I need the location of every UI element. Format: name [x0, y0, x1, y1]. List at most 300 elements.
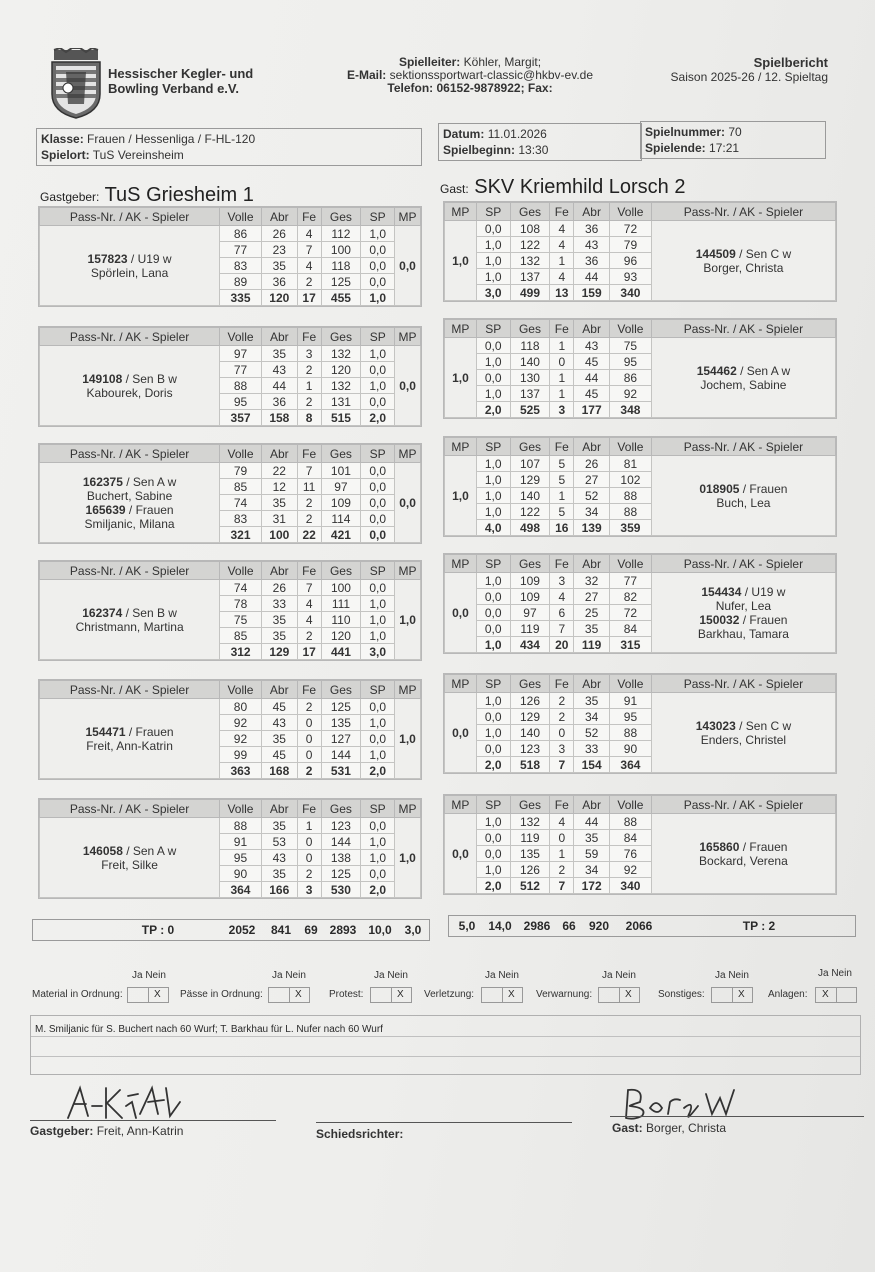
player-pass-nr: 154434	[701, 584, 742, 599]
score-cell: 1,0	[476, 472, 510, 488]
total-cell: 2,0	[476, 402, 510, 418]
score-cell: 53	[261, 834, 297, 850]
total-cell: 335	[220, 290, 262, 306]
column-header: Volle	[610, 203, 652, 221]
check-box[interactable]	[370, 987, 412, 1003]
home-player-cell	[40, 699, 220, 779]
score-cell: 1,0	[476, 488, 510, 504]
datum-label: Datum:	[443, 127, 485, 141]
column-header: Fe	[297, 562, 321, 580]
column-header: Abr	[574, 555, 610, 573]
check-label: Sonstiges:	[658, 989, 705, 1000]
score-cell: 59	[574, 846, 610, 862]
remarks-text: M. Smiljanic für S. Buchert nach 60 Wurf; T. Barkhau für L. Nufer nach 60 Wurf	[35, 1024, 383, 1035]
total-cell: 1,0	[361, 290, 395, 306]
total-cell: 3	[550, 402, 574, 418]
spielnummer-value: 70	[728, 125, 742, 139]
federation-name-line1: Hessischer Kegler- und	[108, 66, 254, 81]
score-cell: 0	[297, 715, 321, 731]
column-header: Volle	[610, 675, 652, 693]
total-cell: 531	[321, 763, 361, 779]
score-cell: 0,0	[476, 221, 510, 237]
score-cell: 5	[550, 472, 574, 488]
away-game-table	[444, 437, 836, 536]
away-mp-cell: 1,0	[445, 456, 477, 536]
column-header: MP	[395, 445, 421, 463]
player-name: Jochem, Sabine	[700, 377, 787, 392]
score-cell: 4	[550, 814, 574, 830]
player-age-class: / Sen B w	[122, 605, 177, 620]
throw-row	[445, 573, 836, 589]
score-cell: 132	[321, 346, 361, 362]
score-cell: 92	[610, 862, 652, 878]
column-header: MP	[395, 208, 421, 226]
score-cell: 74	[220, 580, 262, 596]
score-cell: 110	[321, 612, 361, 628]
player-pass-nr: 146058	[82, 843, 123, 858]
score-cell: 131	[321, 394, 361, 410]
score-cell: 1,0	[476, 237, 510, 253]
player-pass-line	[40, 725, 219, 739]
score-cell: 35	[574, 830, 610, 846]
score-cell: 137	[510, 386, 550, 402]
check-nein-mark: X	[625, 989, 632, 1000]
player-age-class: / Sen A w	[736, 363, 791, 378]
total-cell: 2,0	[361, 882, 395, 898]
home-player-cell	[40, 580, 220, 660]
score-cell: 127	[321, 731, 361, 747]
column-header: Abr	[261, 445, 297, 463]
score-cell: 0	[297, 850, 321, 866]
score-cell: 0,0	[361, 394, 395, 410]
column-header: Volle	[220, 681, 262, 699]
away-total-fe: 66	[562, 919, 576, 933]
total-cell: 340	[610, 285, 652, 301]
score-cell: 76	[610, 846, 652, 862]
player-age-class: / Sen C w	[735, 246, 792, 261]
away-player-cell	[651, 456, 835, 536]
score-cell: 0,0	[476, 370, 510, 386]
ja-nein-heading: Ja Nein	[602, 970, 636, 981]
score-cell: 97	[220, 346, 262, 362]
total-cell: 2,0	[361, 410, 395, 426]
score-cell: 1,0	[476, 269, 510, 285]
score-cell: 27	[574, 589, 610, 605]
column-header: Fe	[550, 555, 574, 573]
column-header: Fe	[550, 203, 574, 221]
away-total-sp: 14,0	[488, 919, 512, 933]
score-cell: 1,0	[361, 346, 395, 362]
home-total-mp: 3,0	[404, 923, 422, 937]
column-header: Volle	[610, 796, 652, 814]
score-cell: 52	[574, 725, 610, 741]
score-cell: 43	[574, 338, 610, 354]
spielnummer-box	[640, 121, 826, 159]
score-cell: 26	[261, 580, 297, 596]
player-pass-line	[652, 364, 835, 378]
score-cell: 120	[321, 362, 361, 378]
check-box[interactable]	[598, 987, 640, 1003]
player-pass-line	[40, 372, 219, 386]
column-header: SP	[361, 208, 395, 226]
score-cell: 0,0	[476, 589, 510, 605]
column-header: Pass-Nr. / AK - Spieler	[651, 675, 835, 693]
away-game-block	[443, 794, 837, 895]
away-game-block	[443, 201, 837, 302]
spielleiter-value: Köhler, Margit;	[463, 55, 542, 69]
score-cell: 35	[261, 612, 297, 628]
ja-nein-heading: Ja Nein	[272, 970, 306, 981]
home-game-table	[39, 799, 421, 898]
home-totals-row	[32, 919, 430, 941]
score-cell: 2	[550, 709, 574, 725]
score-cell: 36	[574, 221, 610, 237]
column-header: Pass-Nr. / AK - Spieler	[651, 796, 835, 814]
score-cell: 119	[510, 621, 550, 637]
score-cell: 77	[610, 573, 652, 589]
player-name: Barkhau, Tamara	[697, 626, 789, 641]
throw-row	[445, 456, 836, 472]
column-header: Pass-Nr. / AK - Spieler	[40, 328, 220, 346]
player-pass-nr: 165860	[699, 839, 740, 854]
score-cell: 72	[610, 605, 652, 621]
score-cell: 35	[574, 693, 610, 709]
score-cell: 101	[321, 463, 361, 479]
score-cell: 0,0	[361, 479, 395, 495]
header-row	[40, 681, 421, 699]
score-cell: 4	[297, 596, 321, 612]
score-cell: 95	[610, 709, 652, 725]
column-header: SP	[361, 328, 395, 346]
score-cell: 119	[510, 830, 550, 846]
score-cell: 1,0	[361, 834, 395, 850]
score-cell: 0,0	[476, 846, 510, 862]
telefon-label: Telefon:	[387, 81, 434, 95]
check-box[interactable]	[711, 987, 753, 1003]
check-divider	[502, 988, 503, 1002]
player-name: Christmann, Martina	[75, 619, 184, 634]
check-box[interactable]	[481, 987, 523, 1003]
player-pass-line	[40, 503, 219, 517]
total-cell: 172	[574, 878, 610, 894]
score-cell: 1	[550, 338, 574, 354]
score-cell: 100	[321, 242, 361, 258]
column-header: SP	[476, 320, 510, 338]
score-cell: 111	[321, 596, 361, 612]
score-cell: 1,0	[361, 226, 395, 242]
column-header: Abr	[574, 796, 610, 814]
datum-box	[438, 123, 642, 161]
away-totals-row	[448, 915, 856, 937]
score-cell: 27	[574, 472, 610, 488]
player-age-class: / Sen B w	[122, 371, 177, 386]
player-name: Buchert, Sabine	[86, 488, 173, 503]
column-header: SP	[476, 675, 510, 693]
score-cell: 11	[297, 479, 321, 495]
score-cell: 89	[220, 274, 262, 290]
column-header: Abr	[574, 438, 610, 456]
check-nein-mark: X	[295, 989, 302, 1000]
score-cell: 1,0	[361, 715, 395, 731]
total-cell: 348	[610, 402, 652, 418]
score-cell: 1	[550, 488, 574, 504]
score-cell: 140	[510, 725, 550, 741]
player-pass-nr: 154462	[696, 363, 737, 378]
federation-name	[108, 66, 253, 96]
column-header: Ges	[510, 320, 550, 338]
score-cell: 0	[297, 747, 321, 763]
score-cell: 82	[610, 589, 652, 605]
score-cell: 96	[610, 253, 652, 269]
check-box[interactable]	[815, 987, 857, 1003]
score-cell: 97	[321, 479, 361, 495]
score-cell: 1,0	[476, 862, 510, 878]
check-divider	[619, 988, 620, 1002]
score-cell: 93	[610, 269, 652, 285]
away-team-name: SKV Kriemhild Lorsch 2	[474, 176, 686, 198]
score-cell: 118	[510, 338, 550, 354]
player-name: Spörlein, Lana	[90, 265, 169, 280]
column-header: Abr	[574, 675, 610, 693]
total-cell: 525	[510, 402, 550, 418]
column-header: Abr	[574, 203, 610, 221]
throw-row	[40, 346, 421, 362]
player-pass-nr: 144509	[695, 246, 736, 261]
score-cell: 1	[297, 378, 321, 394]
column-header: Fe	[297, 328, 321, 346]
total-cell: 16	[550, 520, 574, 536]
home-game-table	[39, 561, 421, 660]
player-age-class: / Frauen	[739, 612, 788, 627]
total-cell: 20	[550, 637, 574, 653]
score-cell: 44	[574, 370, 610, 386]
score-cell: 0,0	[361, 463, 395, 479]
column-header: Pass-Nr. / AK - Spieler	[651, 438, 835, 456]
season-label: Saison 2025-26 / 12. Spieltag	[670, 70, 828, 84]
check-box[interactable]	[127, 987, 169, 1003]
score-cell: 4	[297, 226, 321, 242]
score-cell: 84	[610, 830, 652, 846]
player-pass-line	[652, 585, 835, 599]
total-cell: 321	[220, 527, 262, 543]
score-cell: 95	[220, 394, 262, 410]
score-cell: 72	[610, 221, 652, 237]
klasse-value: Frauen / Hessenliga / F-HL-120	[87, 132, 256, 146]
check-box[interactable]	[268, 987, 310, 1003]
score-cell: 32	[574, 573, 610, 589]
check-divider	[391, 988, 392, 1002]
column-header: Volle	[610, 555, 652, 573]
referee-signature-label: Schiedsrichter:	[316, 1127, 404, 1141]
score-cell: 26	[574, 456, 610, 472]
total-cell: 357	[220, 410, 262, 426]
total-cell: 1,0	[476, 637, 510, 653]
score-cell: 7	[297, 580, 321, 596]
away-mp-cell: 1,0	[445, 221, 477, 301]
check-divider	[836, 988, 837, 1002]
player-pass-nr: 165639	[85, 502, 126, 517]
score-cell: 35	[261, 866, 297, 882]
score-cell: 35	[261, 628, 297, 644]
spielende-value: 17:21	[709, 141, 740, 155]
player-pass-nr: 162375	[82, 474, 123, 489]
score-cell: 0,0	[476, 741, 510, 757]
column-header: SP	[476, 555, 510, 573]
score-cell: 1,0	[361, 850, 395, 866]
score-cell: 36	[261, 274, 297, 290]
ja-nein-heading: Ja Nein	[818, 968, 852, 979]
score-cell: 45	[261, 699, 297, 715]
column-header: MP	[445, 438, 477, 456]
score-cell: 86	[610, 370, 652, 386]
player-pass-nr: 154471	[85, 724, 126, 739]
header-row	[445, 796, 836, 814]
header-row	[40, 445, 421, 463]
score-cell: 31	[261, 511, 297, 527]
away-signature-name: Borger, Christa	[646, 1121, 727, 1135]
score-cell: 137	[510, 269, 550, 285]
player-age-class: / Sen A w	[122, 474, 177, 489]
score-cell: 77	[220, 242, 262, 258]
total-cell: 340	[610, 878, 652, 894]
column-header: Fe	[550, 320, 574, 338]
total-cell: 13	[550, 285, 574, 301]
score-cell: 1,0	[476, 725, 510, 741]
score-cell: 100	[321, 580, 361, 596]
away-mp-cell: 0,0	[445, 693, 477, 773]
header-row	[445, 675, 836, 693]
column-header: Ges	[321, 208, 361, 226]
score-cell: 45	[574, 386, 610, 402]
score-cell: 33	[261, 596, 297, 612]
player-pass-nr: 149108	[82, 371, 123, 386]
column-header: Pass-Nr. / AK - Spieler	[40, 681, 220, 699]
column-header: Abr	[261, 208, 297, 226]
score-cell: 0	[297, 731, 321, 747]
player-name: Borger, Christa	[703, 260, 784, 275]
total-cell: 159	[574, 285, 610, 301]
player-age-class: / U19 w	[741, 584, 786, 599]
column-header: Fe	[550, 438, 574, 456]
score-cell: 88	[220, 378, 262, 394]
column-header: Pass-Nr. / AK - Spieler	[40, 208, 220, 226]
total-cell: 2	[297, 763, 321, 779]
score-cell: 4	[550, 221, 574, 237]
throw-row	[445, 338, 836, 354]
score-cell: 34	[574, 504, 610, 520]
column-header: Ges	[321, 562, 361, 580]
score-cell: 1,0	[476, 386, 510, 402]
total-cell: 17	[297, 290, 321, 306]
player-name: Smiljanic, Milana	[84, 516, 175, 531]
column-header: Volle	[220, 445, 262, 463]
score-cell: 22	[261, 463, 297, 479]
score-cell: 0	[550, 830, 574, 846]
away-game-block	[443, 673, 837, 774]
player-pass-line	[40, 606, 219, 620]
score-cell: 1,0	[476, 253, 510, 269]
score-cell: 34	[574, 709, 610, 725]
total-cell: 312	[220, 644, 262, 660]
check-label: Verletzung:	[424, 989, 475, 1000]
spielende-label: Spielende:	[645, 141, 706, 155]
check-label: Verwarnung:	[536, 989, 593, 1000]
away-game-block	[443, 436, 837, 537]
klasse-label: Klasse:	[41, 132, 84, 146]
total-cell: 22	[297, 527, 321, 543]
home-game-table	[39, 680, 421, 779]
score-cell: 2	[550, 862, 574, 878]
column-header: Fe	[297, 445, 321, 463]
total-cell: 499	[510, 285, 550, 301]
column-header: Fe	[550, 796, 574, 814]
total-cell: 441	[321, 644, 361, 660]
column-header: Volle	[220, 800, 262, 818]
total-cell: 434	[510, 637, 550, 653]
score-cell: 4	[550, 269, 574, 285]
score-cell: 90	[610, 741, 652, 757]
away-game-table	[444, 674, 836, 773]
home-player-cell	[40, 818, 220, 898]
player-pass-nr: 018905	[699, 481, 740, 496]
column-header: Ges	[321, 800, 361, 818]
score-cell: 88	[610, 725, 652, 741]
player-name: Kabourek, Doris	[86, 385, 173, 400]
column-header: Fe	[297, 800, 321, 818]
score-cell: 1	[550, 253, 574, 269]
player-age-class: / Frauen	[125, 502, 174, 517]
score-cell: 0,0	[476, 338, 510, 354]
remarks-line	[31, 1036, 860, 1037]
home-signature-role: Gastgeber:	[30, 1124, 94, 1138]
column-header: SP	[476, 796, 510, 814]
score-cell: 126	[510, 862, 550, 878]
total-cell: 518	[510, 757, 550, 773]
total-cell: 364	[220, 882, 262, 898]
column-header: SP	[361, 681, 395, 699]
total-cell: 4,0	[476, 520, 510, 536]
total-cell: 315	[610, 637, 652, 653]
score-cell: 1	[297, 818, 321, 834]
column-header: Volle	[220, 328, 262, 346]
total-cell: 7	[550, 757, 574, 773]
score-cell: 95	[610, 354, 652, 370]
score-cell: 1,0	[361, 596, 395, 612]
score-cell: 77	[220, 362, 262, 378]
away-total-abr: 920	[588, 919, 610, 933]
player-pass-nr: 157823	[87, 251, 128, 266]
check-nein-mark: X	[738, 989, 745, 1000]
report-title: Spielbericht	[753, 55, 828, 70]
score-cell: 91	[610, 693, 652, 709]
total-cell: 359	[610, 520, 652, 536]
home-player-cell	[40, 463, 220, 543]
column-header: SP	[361, 800, 395, 818]
score-cell: 108	[510, 221, 550, 237]
score-cell: 1,0	[361, 378, 395, 394]
home-game-table	[39, 444, 421, 543]
score-cell: 132	[510, 814, 550, 830]
score-cell: 7	[297, 242, 321, 258]
away-mp-cell: 1,0	[445, 338, 477, 418]
score-cell: 43	[261, 850, 297, 866]
score-cell: 138	[321, 850, 361, 866]
check-nein-mark: X	[397, 989, 404, 1000]
score-cell: 74	[220, 495, 262, 511]
throw-row	[40, 699, 421, 715]
home-mp-cell: 1,0	[395, 818, 421, 898]
column-header: Volle	[610, 438, 652, 456]
